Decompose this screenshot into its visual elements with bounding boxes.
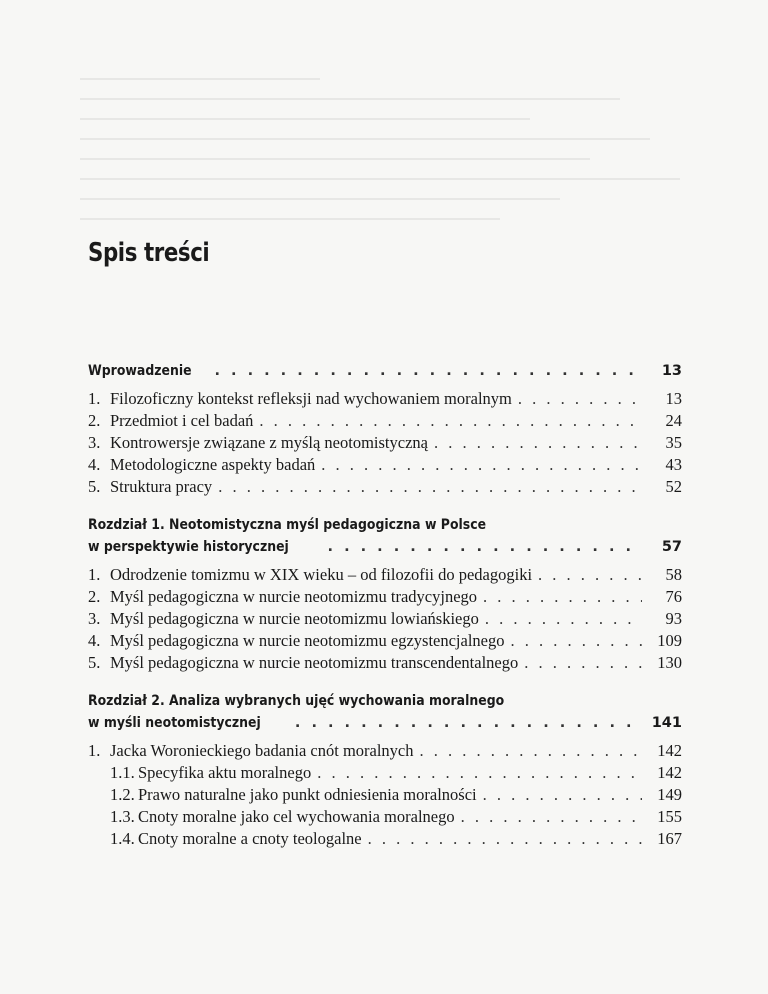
toc-label xyxy=(88,410,253,432)
toc-entry[interactable] xyxy=(88,784,682,806)
toc-label xyxy=(110,806,455,828)
toc-page: 24 xyxy=(665,411,682,430)
toc-text: Cnoty moralne a cnoty teologalne xyxy=(138,829,362,848)
toc-label xyxy=(88,388,512,410)
toc-text: Filozoficzny kontekst refleksji nad wychowaniem moralnym xyxy=(110,389,512,408)
chapter-2-title[interactable]: Rozdział 2. Analiza wybranych ujęć wychowania moralnego xyxy=(88,693,505,709)
toc-number: 3. xyxy=(88,609,101,628)
toc-text: Cnoty moralne jako cel wychowania moralnego xyxy=(138,807,455,826)
toc-page: 109 xyxy=(657,631,682,650)
toc-entry[interactable] xyxy=(88,762,682,784)
toc-entry[interactable] xyxy=(88,740,682,762)
leader-dots xyxy=(434,432,642,454)
leader-dots xyxy=(214,360,642,382)
toc-entry[interactable] xyxy=(88,388,682,410)
toc-number: 4. xyxy=(88,455,101,474)
leader-dots xyxy=(317,762,642,784)
toc-intro[interactable] xyxy=(88,360,682,382)
leader-dots xyxy=(461,806,642,828)
toc-label xyxy=(88,454,315,476)
toc-text: Myśl pedagogiczna w nurcie neotomizmu transcendentalnego xyxy=(110,653,519,672)
toc-page: 142 xyxy=(657,763,682,782)
toc-text: Myśl pedagogiczna w nurcie neotomizmu egzystencjalnego xyxy=(110,631,505,650)
toc-page: 58 xyxy=(665,565,682,584)
toc-number: 4. xyxy=(88,631,101,650)
toc-page: 141 xyxy=(651,715,682,731)
toc-label xyxy=(110,828,362,850)
toc-label xyxy=(88,564,532,586)
toc-label xyxy=(88,432,428,454)
toc-text: Przedmiot i cel badań xyxy=(110,411,254,430)
page-title: Spis treści xyxy=(88,238,210,268)
toc-number: 1.1. xyxy=(110,763,135,782)
toc-text: Specyfika aktu moralnego xyxy=(138,763,312,782)
toc-page: 13 xyxy=(661,363,682,379)
leader-dots xyxy=(420,740,642,762)
toc-label xyxy=(88,652,518,674)
toc-text: Jacka Woronieckiego badania cnót moralnych xyxy=(110,741,414,760)
toc-page: 13 xyxy=(665,389,682,408)
toc-page: 52 xyxy=(665,477,682,496)
toc-chapter-1[interactable] xyxy=(88,536,682,558)
toc-number: 1. xyxy=(88,741,101,760)
leader-dots xyxy=(259,410,642,432)
toc-number: 1. xyxy=(88,565,101,584)
toc-number: 2. xyxy=(88,587,101,606)
toc-page: 57 xyxy=(661,539,682,555)
toc-text: Struktura pracy xyxy=(110,477,213,496)
bleed-through xyxy=(80,60,680,360)
leader-dots xyxy=(524,652,642,674)
leader-dots xyxy=(328,536,642,558)
leader-dots xyxy=(485,608,642,630)
toc-entry[interactable] xyxy=(88,586,682,608)
toc-label xyxy=(110,762,311,784)
toc-text: Kontrowersje związane z myślą neotomistyczną xyxy=(110,433,428,452)
leader-dots xyxy=(538,564,642,586)
toc-text: Odrodzenie tomizmu w XIX wieku – od filozofii do pedagogiki xyxy=(110,565,533,584)
toc-entry[interactable] xyxy=(88,476,682,498)
toc-page: 130 xyxy=(657,653,682,672)
toc-label xyxy=(110,784,477,806)
toc-label xyxy=(88,476,212,498)
toc-label: Wprowadzenie xyxy=(88,363,192,379)
toc-text: Metodologiczne aspekty badań xyxy=(110,455,316,474)
toc-number: 1. xyxy=(88,389,101,408)
toc-label xyxy=(88,630,505,652)
toc-entry[interactable] xyxy=(88,652,682,674)
leader-dots xyxy=(483,586,642,608)
toc-entry[interactable] xyxy=(88,608,682,630)
toc-label: w myśli neotomistycznej xyxy=(88,715,261,731)
toc-text: Prawo naturalne jako punkt odniesienia moralności xyxy=(138,785,477,804)
toc-text: Myśl pedagogiczna w nurcie neotomizmu lowiańskiego xyxy=(110,609,479,628)
leader-dots xyxy=(518,388,642,410)
toc-page: 142 xyxy=(657,741,682,760)
toc-number: 5. xyxy=(88,477,101,496)
leader-dots xyxy=(218,476,642,498)
toc-entry[interactable] xyxy=(88,432,682,454)
toc-page: 149 xyxy=(657,785,682,804)
toc-number: 1.3. xyxy=(110,807,135,826)
toc-entry[interactable] xyxy=(88,806,682,828)
toc-number: 3. xyxy=(88,433,101,452)
toc-entry[interactable] xyxy=(88,564,682,586)
leader-dots xyxy=(511,630,643,652)
toc-text: Myśl pedagogiczna w nurcie neotomizmu tradycyjnego xyxy=(110,587,478,606)
toc-entry[interactable] xyxy=(88,454,682,476)
toc-page: 93 xyxy=(665,609,682,628)
chapter-1-title[interactable]: Rozdział 1. Neotomistyczna myśl pedagogiczna w Polsce xyxy=(88,517,487,533)
toc-label: w perspektywie historycznej xyxy=(88,539,289,555)
leader-dots xyxy=(321,454,642,476)
toc-page: 76 xyxy=(665,587,682,606)
toc-number: 2. xyxy=(88,411,101,430)
toc-number: 5. xyxy=(88,653,101,672)
toc-page: 43 xyxy=(665,455,682,474)
toc-page: 155 xyxy=(657,807,682,826)
toc-number: 1.2. xyxy=(110,785,135,804)
toc-page: 167 xyxy=(657,829,682,848)
toc-entry[interactable] xyxy=(88,630,682,652)
toc-chapter-2[interactable] xyxy=(88,712,682,734)
toc-label xyxy=(88,740,414,762)
table-of-contents xyxy=(88,360,682,850)
toc-label xyxy=(88,608,479,630)
toc-entry[interactable] xyxy=(88,828,682,850)
toc-page: 35 xyxy=(665,433,682,452)
toc-entry[interactable] xyxy=(88,410,682,432)
leader-dots xyxy=(483,784,642,806)
leader-dots xyxy=(295,712,642,734)
leader-dots xyxy=(368,828,642,850)
toc-number: 1.4. xyxy=(110,829,135,848)
toc-label xyxy=(88,586,477,608)
